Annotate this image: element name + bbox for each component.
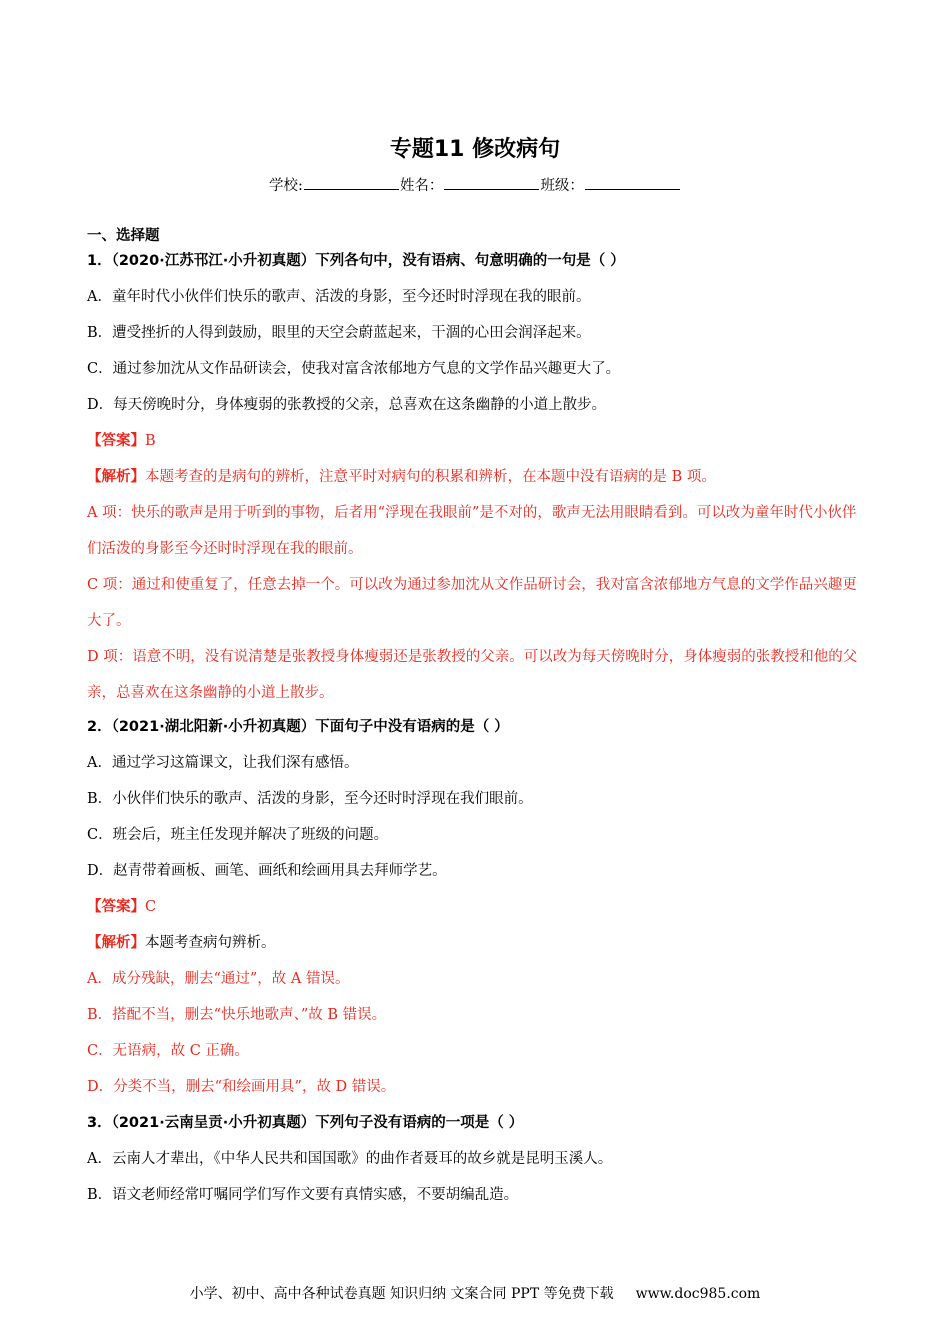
question-1-option-c: C．通过参加沈从文作品研读会，使我对富含浓郁地方气息的文学作品兴趣更大了。 <box>87 361 621 377</box>
question-1-option-a: A．童年时代小伙伴们快乐的歌声、活泼的身影，至今还时时浮现在我的眼前。 <box>87 289 591 305</box>
question-2-option-b: B．小伙伴们快乐的歌声、活泼的身影，至今还时时浮现在我们眼前。 <box>87 791 533 807</box>
question-2-analysis <box>87 933 867 954</box>
question-2-option-d: D．赵青带着画板、画笔、画纸和绘画用具去拜师学艺。 <box>87 863 447 879</box>
school-blank[interactable] <box>304 175 399 190</box>
answer-tag: 【答案】 <box>87 433 145 449</box>
question-1-option-d: D．每天傍晚时分，身体瘦弱的张教授的父亲，总喜欢在这条幽静的小道上散步。 <box>87 397 607 413</box>
document-content <box>87 226 867 1221</box>
student-info-line <box>0 175 950 197</box>
section-heading: 一、选择题 <box>87 228 160 244</box>
analysis-text: 本题考查的是病句的辨析，注意平时对病句的积累和辨析，在本题中没有语病的是 B 项。 <box>145 469 716 485</box>
question-1-option-b: B．遭受挫折的人得到鼓励，眼里的天空会蔚蓝起来，干涸的心田会润泽起来。 <box>87 325 591 341</box>
question-2-option-a: A．通过学习这篇课文，让我们深有感悟。 <box>87 755 359 771</box>
question-1-stem: 1．（2020·江苏邗江·小升初真题）下列各句中，没有语病、句意明确的一句是（ ） <box>87 253 625 269</box>
question-3-option-a: A．云南人才辈出，《中华人民共和国国歌》的曲作者聂耳的故乡就是昆明玉溪人。 <box>87 1151 613 1167</box>
class-blank[interactable] <box>585 175 680 190</box>
question-2-explanation-b: B．搭配不当，删去“快乐地歌声、”故 B 错误。 <box>87 1007 387 1023</box>
analysis-tag: 【解析】 <box>87 469 145 485</box>
footer-text: 小学、初中、高中各种试卷真题 知识归纳 文案合同 PPT 等免费下载 <box>189 1286 614 1302</box>
question-1-analysis <box>87 467 867 488</box>
question-2-stem: 2．（2021·湖北阳新·小升初真题）下面句子中没有语病的是（ ） <box>87 719 509 735</box>
name-blank[interactable] <box>444 175 539 190</box>
question-1-explanation-d: D 项：语意不明，没有说清楚是张教授身体瘦弱还是张教授的父亲。可以改为每天傍晚时分，身体瘦弱的张教授和他的父亲，总喜欢在这条幽静的小道上散步。 <box>87 649 858 701</box>
school-label: 学校: <box>269 178 303 194</box>
question-1-answer <box>87 431 867 452</box>
question-1-explanation-a: A 项：快乐的歌声是用于听到的事物，后者用“浮现在我眼前”是不对的，歌声无法用眼睛看到。可以改为童年时代小伙伴们活泼的身影至今还时时浮现在我的眼前。 <box>87 505 857 557</box>
answer-value: B <box>145 433 156 449</box>
question-2-explanation-d: D．分类不当，删去“和绘画用具”，故 D 错误。 <box>87 1079 396 1095</box>
answer-value: C <box>145 899 157 915</box>
page-title: 专题11 修改病句 <box>389 137 561 162</box>
name-label: 姓名： <box>399 178 444 194</box>
question-2-option-c: C．班会后，班主任发现并解决了班级的问题。 <box>87 827 389 843</box>
class-label: 班级： <box>540 178 584 194</box>
question-1-explanation-c: C 项：通过和使重复了，任意去掉一个。可以改为通过参加沈从文作品研讨会，我对富含浓郁地方气息的文学作品兴趣更大了。 <box>87 577 857 629</box>
question-3-stem: 3．（2021·云南呈贡·小升初真题）下列句子没有语病的一项是（ ） <box>87 1115 524 1131</box>
analysis-tag: 【解析】 <box>87 935 145 951</box>
page-footer <box>0 1284 950 1304</box>
analysis-text: 本题考查病句辨析。 <box>145 935 276 951</box>
question-2-explanation-a: A．成分残缺，删去“通过”，故 A 错误。 <box>87 971 350 987</box>
question-2-answer <box>87 897 867 918</box>
question-3-option-b: B．语文老师经常叮嘱同学们写作文要有真情实感，不要胡编乱造。 <box>87 1187 519 1203</box>
footer-url[interactable]: www.doc985.com <box>635 1286 761 1302</box>
answer-tag: 【答案】 <box>87 899 145 915</box>
question-2-explanation-c: C．无语病，故 C 正确。 <box>87 1043 249 1059</box>
